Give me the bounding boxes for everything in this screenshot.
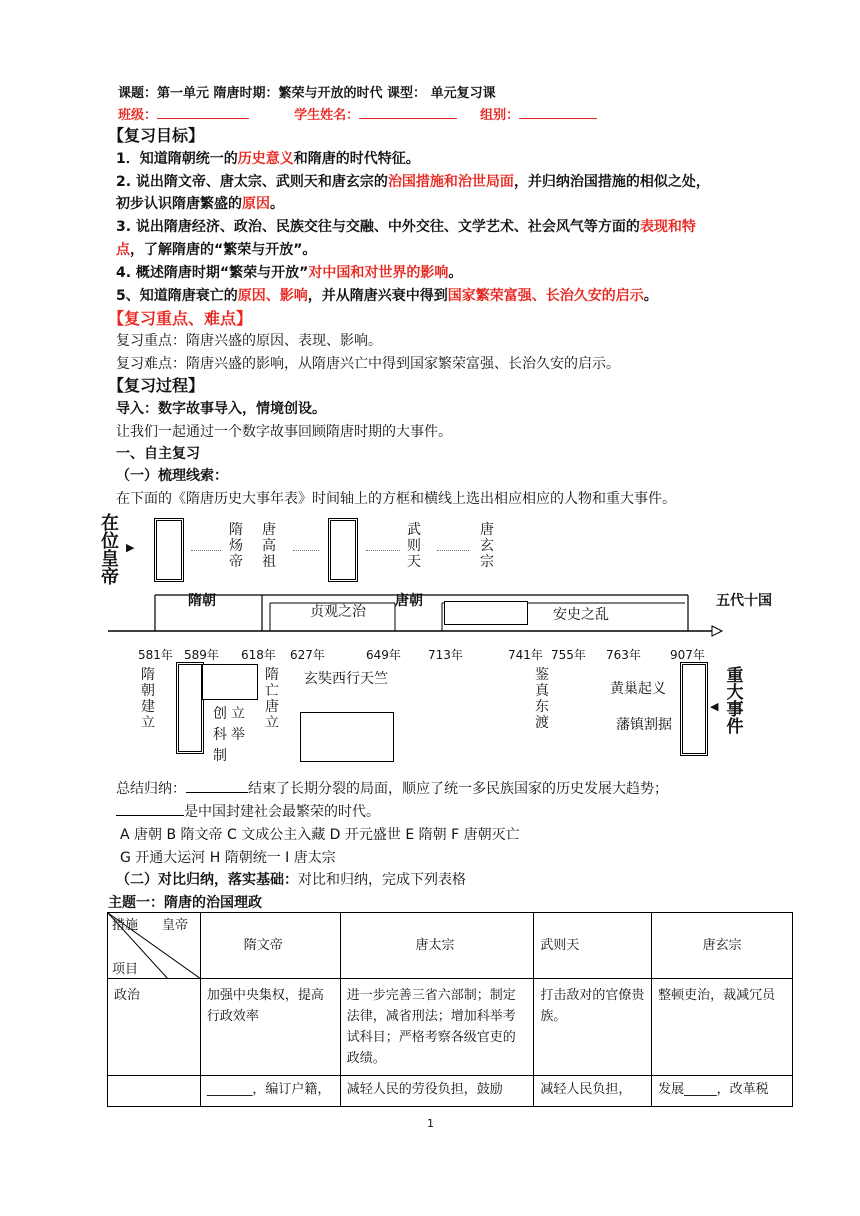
table-row: [108, 979, 793, 1076]
table-corner-cell: [108, 913, 201, 979]
focus-heading: 【复习重点、难点】: [108, 309, 253, 328]
class-label: 班级：: [118, 108, 158, 123]
summary-line-2: 是中国封建社会最繁荣的时代。: [116, 801, 380, 821]
compare-heading: （二）对比归纳，落实基础：对比和归纳，完成下列表格: [116, 872, 466, 888]
blank-box-kaiyuan[interactable]: [444, 601, 528, 625]
sub-clue-text: 在下面的《隋唐历史大事年表》时间轴上的方框和横线上选出相应相应的人物和重大事件。: [116, 491, 676, 507]
cell[interactable]: 发展_____，改革税: [652, 1076, 793, 1107]
section-self-review: 一、自主复习: [116, 446, 200, 462]
year-649: 649年: [366, 648, 401, 662]
objective-2-cont: 初步认识隋唐繁盛的原因。: [116, 196, 284, 212]
class-blank[interactable]: [157, 104, 249, 119]
year-741: 741年: [508, 648, 543, 662]
event-sui-fall: 隋亡唐立: [265, 667, 279, 731]
info-line: [118, 104, 597, 123]
emperor-xuanzong: 唐玄宗: [480, 522, 494, 570]
dotted-line: [437, 550, 469, 551]
event-blank-box-1[interactable]: [176, 662, 204, 754]
event-blank-box-4[interactable]: [680, 662, 708, 756]
dynasty-sui: 隋朝: [188, 593, 216, 609]
student-label: 学生姓名：: [294, 108, 360, 123]
emperor-blank-box-1[interactable]: [154, 518, 184, 582]
event-blank-box-2[interactable]: [202, 664, 258, 700]
event-fanzhen: 藩镇割据: [616, 717, 672, 733]
summary-blank-1[interactable]: [186, 779, 248, 793]
cell[interactable]: _______，编订户籍，: [200, 1076, 340, 1107]
theme-one: 主题一：隋唐的治国理政: [108, 895, 262, 911]
corner-measures: 措施: [112, 918, 139, 933]
summary-blank-2[interactable]: [116, 802, 184, 816]
header-tangtaizong: 唐太宗: [340, 913, 534, 979]
objectives-heading: 【复习目标】: [108, 126, 205, 145]
governance-table: [107, 912, 793, 1107]
header-wuzetian: 武则天: [534, 913, 652, 979]
objective-3-cont: 点，了解隋唐的“繁荣与开放”。: [116, 242, 317, 258]
group-blank[interactable]: [519, 104, 597, 119]
lesson-title: 课题：第一单元 隋唐时期：繁荣与开放的时代 课型： 单元复习课: [118, 86, 496, 101]
dotted-line: [191, 550, 221, 551]
objective-5: 5、知道隋唐衰亡的原因、影响，并从隋唐兴衰中得到国家繁荣富强、长治久安的启示。: [116, 288, 658, 304]
arrow-left-icon: ◀: [710, 700, 719, 713]
objective-4: 4. 概述隋唐时期“繁荣与开放”对中国和对世界的影响。: [116, 265, 463, 281]
header-tangxuanzong: 唐玄宗: [652, 913, 793, 979]
corner-emperor: 皇帝: [162, 918, 189, 933]
year-618: 618年: [241, 648, 276, 662]
row-label: [108, 1076, 201, 1107]
anshi-label: 安史之乱: [553, 607, 609, 623]
focus-difficult: 复习难点：隋唐兴盛的影响，从隋唐兴亡中得到国家繁荣富强、长治久安的启示。: [116, 356, 620, 372]
emperor-gaozu: 唐高祖: [262, 522, 276, 570]
zhenguan-label: 贞观之治: [310, 604, 366, 620]
event-keju: 创立科举制: [213, 706, 249, 764]
intro-heading: 导入：数字故事导入，情境创设。: [116, 401, 326, 417]
year-907: 907年: [670, 648, 705, 662]
objective-2: 2. 说出隋文帝、唐太宗、武则天和唐玄宗的治国措施和治世局面，并归纳治国措施的相似之处，: [116, 174, 710, 190]
event-jianzhen: 鉴真东渡: [535, 667, 549, 731]
cell: 减轻人民负担，: [534, 1076, 652, 1107]
emperor-wuzetian: 武则天: [407, 522, 421, 570]
dotted-line: [366, 550, 400, 551]
page-number: 1: [427, 1117, 434, 1130]
objective-1: 1．知道隋朝统一的历史意义和隋唐的时代特征。: [116, 151, 420, 167]
emperor-label: 在位皇帝: [101, 513, 119, 588]
dynasty-tang: 唐朝: [395, 593, 423, 609]
emperor-blank-box-2[interactable]: [328, 518, 358, 582]
emperor-yangdi: 隋炀帝: [229, 522, 243, 570]
year-581: 581年: [138, 648, 173, 662]
summary-line-1: 总结归纳： 结束了长期分裂的局面，顺应了统一多民族国家的历史发展大趋势；: [116, 781, 668, 797]
cell: 减轻人民的劳役负担，鼓励: [340, 1076, 534, 1107]
student-blank[interactable]: [359, 104, 457, 119]
intro-text: 让我们一起通过一个数字故事回顾隋唐时期的大事件。: [116, 424, 452, 440]
options-line-2: G 开通大运河 H 隋朝统一 I 唐太宗: [120, 850, 336, 866]
event-blank-box-3[interactable]: [300, 712, 394, 762]
dotted-line: [293, 550, 319, 551]
cell: 整顿吏治，裁减冗员: [652, 979, 793, 1076]
year-755: 755年: [551, 648, 586, 662]
five-dynasties: 五代十国: [716, 593, 772, 609]
cell: 打击敌对的官僚贵族。: [534, 979, 652, 1076]
corner-item: 项目: [112, 962, 139, 977]
year-713: 713年: [428, 648, 463, 662]
event-label: 重大事件: [726, 666, 744, 737]
objective-3: 3. 说出隋唐经济、政治、民族交往与交融、中外交往、文学艺术、社会风气等方面的表现和特: [116, 219, 696, 235]
sub-clue: （一）梳理线索：: [116, 468, 228, 484]
header-suiwendi: 隋文帝: [200, 913, 340, 979]
group-label: 组别：: [480, 108, 520, 123]
year-627: 627年: [290, 648, 325, 662]
event-sui-founded: 隋朝建立: [141, 667, 155, 731]
process-heading: 【复习过程】: [108, 376, 205, 395]
event-huangchao: 黄巢起义: [610, 681, 666, 697]
year-763: 763年: [606, 648, 641, 662]
options-line-1: A 唐朝 B 隋文帝 C 文成公主入藏 D 开元盛世 E 隋朝 F 唐朝灭亡: [120, 827, 520, 843]
cell: 加强中央集权，提高行政效率: [200, 979, 340, 1076]
table-row: [108, 1076, 793, 1107]
event-xuanzang: 玄奘西行天竺: [304, 671, 388, 687]
year-589: 589年: [184, 648, 219, 662]
row-label: 政治: [108, 979, 201, 1076]
arrow-right-icon: ▶: [126, 541, 135, 554]
focus-key: 复习重点：隋唐兴盛的原因、表现、影响。: [116, 333, 382, 349]
cell: 进一步完善三省六部制；制定法律，减省刑法；增加科举考试科目；严格考察各级官吏的政绩。: [340, 979, 534, 1076]
